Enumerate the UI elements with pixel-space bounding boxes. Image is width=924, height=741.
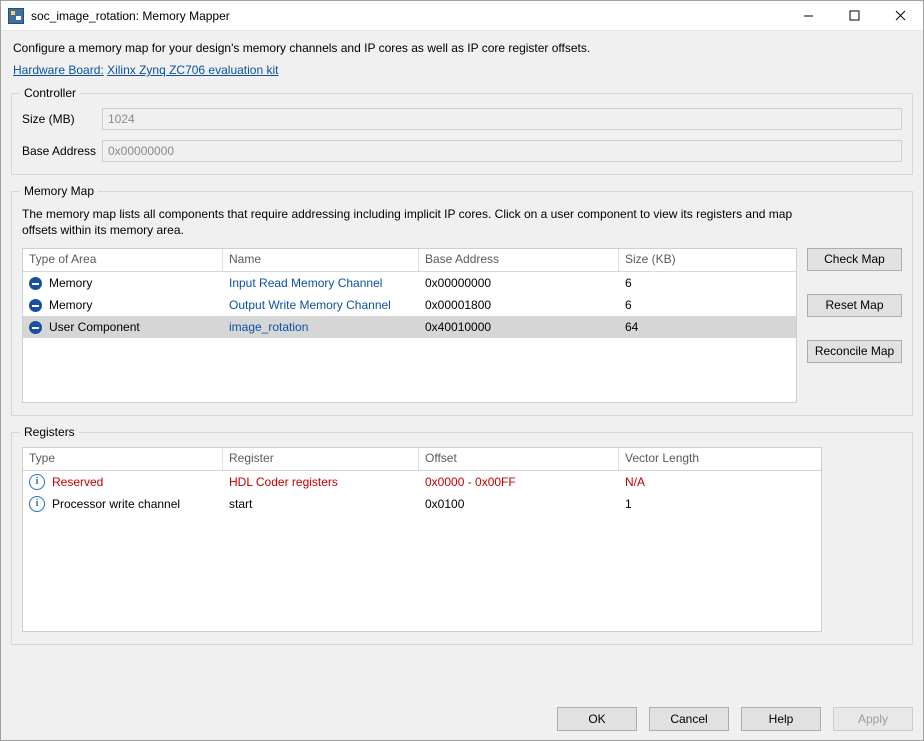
table-row[interactable] — [23, 493, 821, 515]
dialog-description: Configure a memory map for your design's memory channels and IP cores as well as IP core register offsets. — [13, 41, 591, 55]
column-header-vector-length[interactable]: Vector Length — [625, 451, 700, 465]
column-header-base-address[interactable]: Base Address — [419, 249, 619, 271]
maximize-button[interactable] — [831, 1, 877, 31]
memory-map-header — [23, 249, 796, 272]
size-label: Size (MB) — [22, 112, 75, 126]
base-address-label: Base Address — [22, 144, 97, 158]
column-header-type[interactable]: Type — [23, 448, 223, 470]
collapse-minus-icon[interactable] — [29, 321, 42, 334]
size-row — [22, 108, 902, 130]
info-icon[interactable]: i — [29, 496, 45, 512]
table-row[interactable] — [23, 294, 796, 316]
base-address-row — [22, 140, 902, 162]
cell-size: 6 — [625, 297, 632, 312]
registers-group — [11, 425, 913, 645]
cell-register: start — [229, 496, 253, 511]
registers-table — [22, 447, 822, 632]
memory-map-group — [11, 184, 913, 416]
memory-map-inner — [12, 192, 912, 415]
hardware-board-line — [11, 55, 913, 77]
reconcile-map-button[interactable]: Reconcile Map — [807, 340, 902, 363]
collapse-minus-icon[interactable] — [29, 299, 42, 312]
minimize-button[interactable] — [785, 1, 831, 31]
cell-offset: 0x0100 — [425, 496, 465, 511]
column-header-offset[interactable]: Offset — [419, 448, 619, 470]
hardware-board-value[interactable]: Xilinx Zynq ZC706 evaluation kit — [107, 63, 279, 77]
cell-name[interactable]: image_rotation — [229, 319, 309, 334]
cell-base-address: 0x00001800 — [425, 297, 492, 312]
cell-type — [23, 471, 223, 493]
cell-base-address: 0x00000000 — [425, 275, 492, 290]
cell-type-text: User Component — [49, 319, 140, 334]
reset-map-button[interactable]: Reset Map — [807, 294, 902, 317]
memory-map-legend: Memory Map — [20, 184, 98, 198]
column-header-register[interactable]: Register — [223, 448, 419, 470]
cell-offset: 0x0000 - 0x00FF — [425, 474, 516, 489]
memory-map-table — [22, 248, 797, 403]
cell-type-text: Processor write channel — [52, 496, 181, 511]
cell-type-text: Memory — [49, 275, 93, 290]
dialog-footer — [545, 707, 913, 731]
column-header-size[interactable]: Size (KB) — [625, 252, 676, 266]
apply-button: Apply — [833, 707, 913, 731]
cell-type-text: Memory — [49, 297, 93, 312]
ok-button[interactable]: OK — [557, 707, 637, 731]
controller-fields — [12, 94, 912, 174]
memory-map-left — [22, 206, 797, 403]
registers-body — [23, 471, 821, 631]
close-button[interactable] — [877, 1, 923, 31]
memory-map-buttons — [797, 206, 902, 403]
title-bar — [1, 1, 923, 31]
cell-type-of-area — [23, 294, 223, 316]
controller-group — [11, 86, 913, 175]
base-address-input[interactable]: 0x00000000 — [102, 140, 902, 162]
info-icon[interactable]: i — [29, 474, 45, 490]
table-row[interactable] — [23, 471, 821, 493]
memory-map-description: The memory map lists all components that require addressing including implicit IP cores. Click on a user component to view its registers and map offsets within its memory area. — [22, 207, 793, 237]
cancel-button[interactable]: Cancel — [649, 707, 729, 731]
registers-inner — [12, 433, 912, 644]
help-button[interactable]: Help — [741, 707, 821, 731]
hardware-board-label[interactable]: Hardware Board: — [13, 63, 104, 77]
table-row[interactable] — [23, 272, 796, 294]
cell-size: 64 — [625, 319, 639, 334]
cell-name[interactable]: Input Read Memory Channel — [229, 275, 383, 290]
cell-type — [23, 493, 223, 515]
memory-map-body — [23, 272, 796, 402]
cell-type-of-area — [23, 272, 223, 294]
controller-legend: Controller — [20, 86, 80, 100]
cell-vector-length: 1 — [625, 496, 632, 511]
table-row[interactable] — [23, 316, 796, 338]
cell-size: 6 — [625, 275, 632, 290]
cell-type-of-area — [23, 316, 223, 338]
cell-base-address: 0x40010000 — [425, 319, 492, 334]
registers-header — [23, 448, 821, 471]
registers-legend: Registers — [20, 425, 79, 439]
cell-register: HDL Coder registers — [229, 474, 338, 489]
cell-name[interactable]: Output Write Memory Channel — [229, 297, 391, 312]
size-input[interactable]: 1024 — [102, 108, 902, 130]
cell-type-text: Reserved — [52, 474, 104, 489]
dialog-content — [1, 31, 923, 645]
collapse-minus-icon[interactable] — [29, 277, 42, 290]
column-header-type-of-area[interactable]: Type of Area — [23, 249, 223, 271]
column-header-name[interactable]: Name — [223, 249, 419, 271]
window-controls — [785, 1, 923, 31]
app-icon — [8, 8, 24, 24]
check-map-button[interactable]: Check Map — [807, 248, 902, 271]
window-title: soc_image_rotation: Memory Mapper — [31, 8, 230, 23]
cell-vector-length: N/A — [625, 474, 646, 489]
